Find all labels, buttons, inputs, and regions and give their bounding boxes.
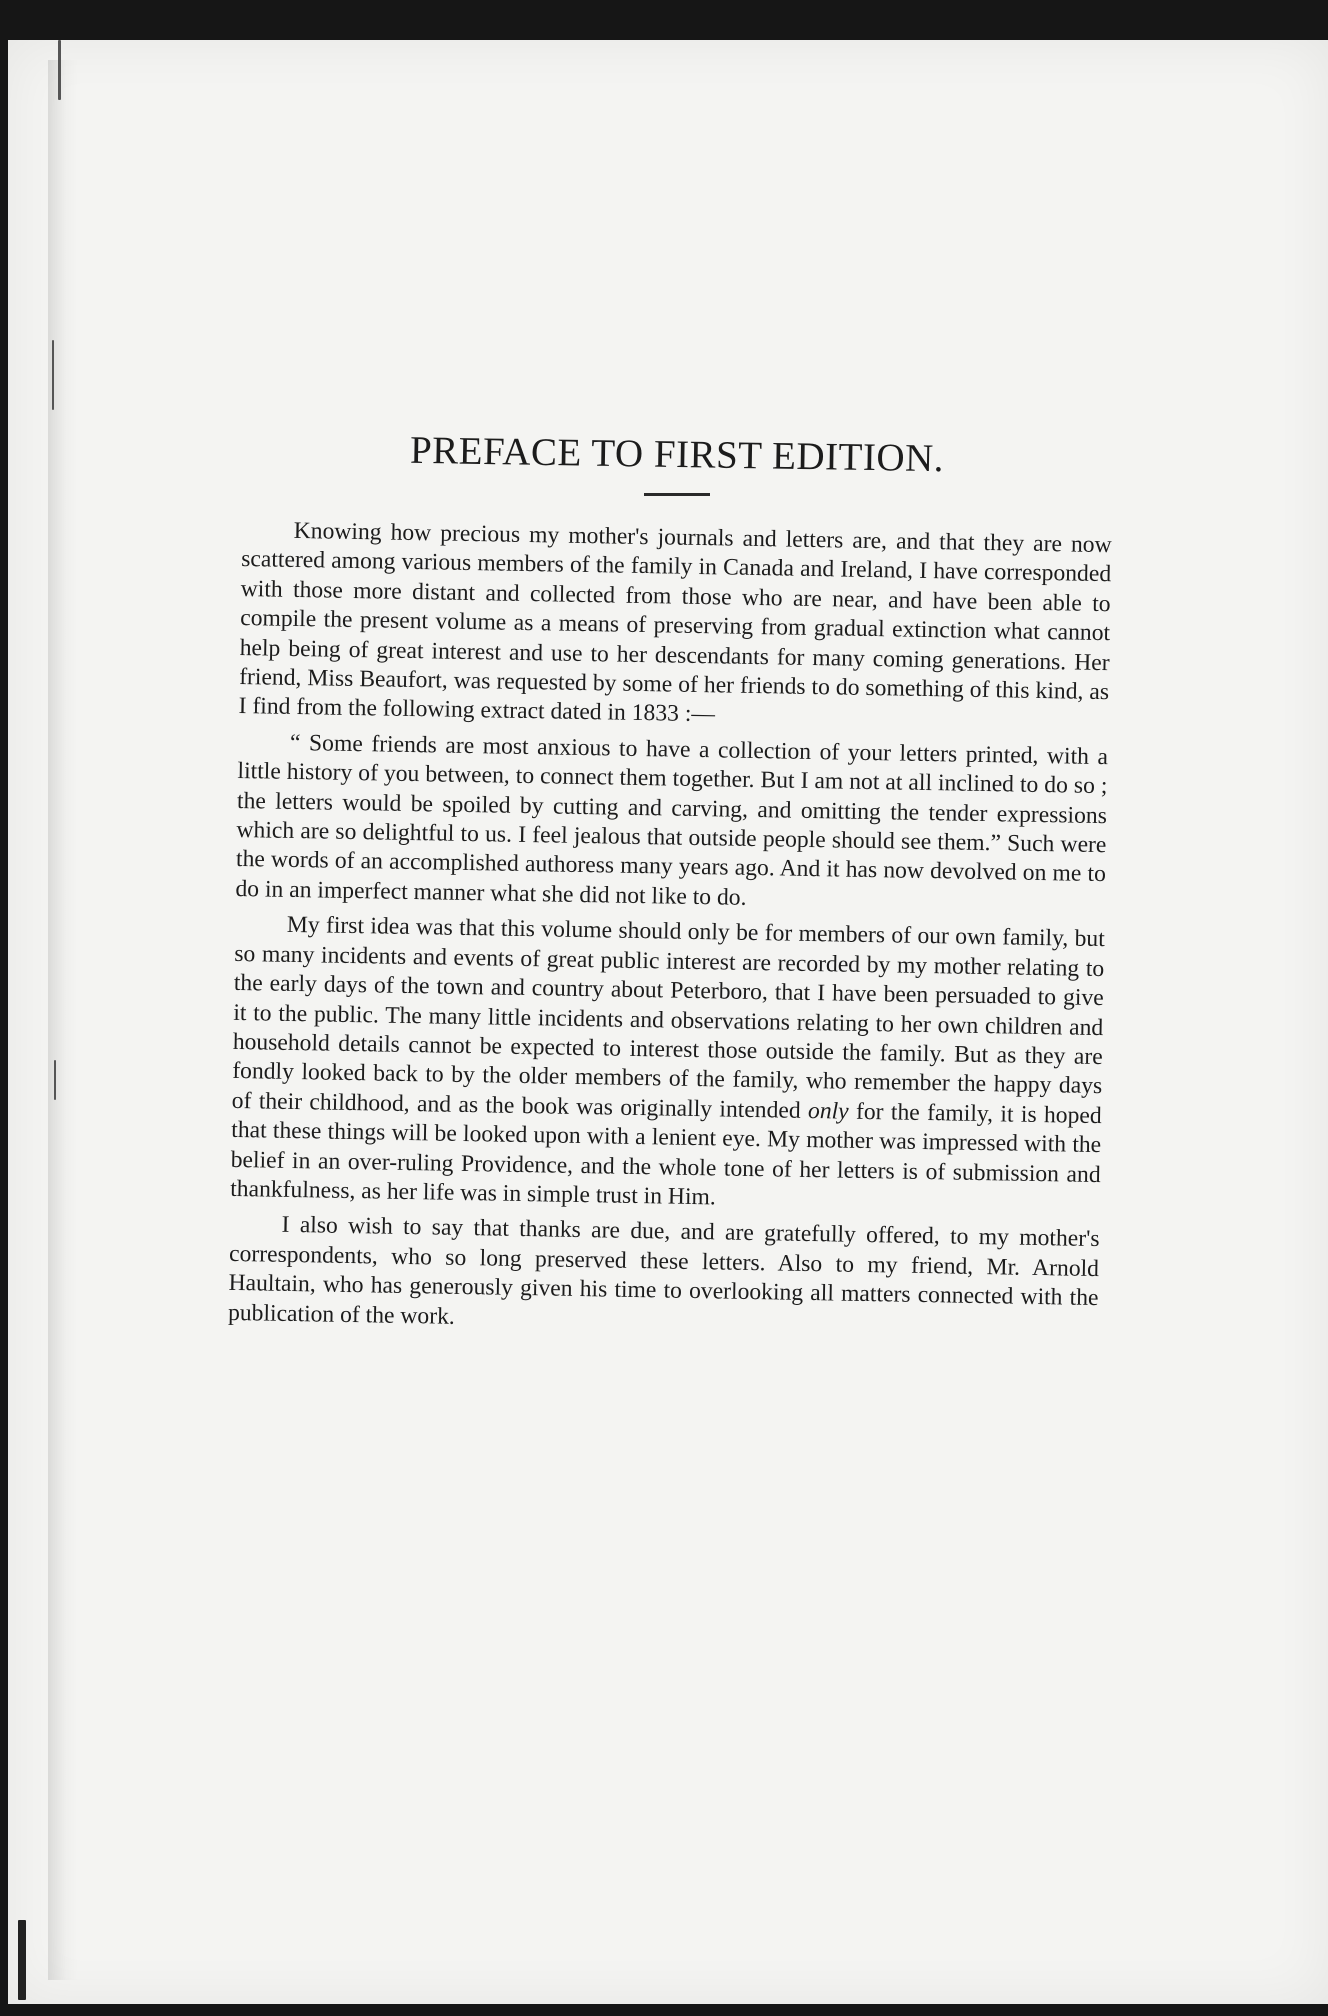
preface-content: [227, 400, 1112, 1330]
emphasized-word: only: [807, 1097, 849, 1125]
page-title: PREFACE TO FIRST EDITION.: [409, 428, 945, 481]
binding-mark: [18, 1920, 26, 2000]
paragraph-text: for the family, it is hoped that these things will be looked upon with a lenient eye. My mother was impressed with the belief in an over-ruling Providence, and the whole tone of her letters is of submission and thankfulness, as her life was in simple trust in Him.: [230, 1098, 1102, 1211]
binding-mark: [58, 40, 61, 100]
preface-body: [228, 516, 1112, 1343]
paragraph: Knowing how precious my mother's journals and letters are, and that they are now scattered among various members of the family in Canada and Ireland, I have corresponded with those more distant and collected from those who are near, and have been able to compile the present volume as a means of preserving from gradual extinction what cannot help being of great interest and use to her descendants for many coming generations. Her friend, Miss Beaufort, was requested by some of her friends to do something of this kind, as I find from the following extract dated in 1833 :—: [238, 517, 1112, 728]
paragraph: [230, 910, 1105, 1219]
title-divider: [644, 493, 710, 496]
paragraph-text: My first idea was that this volume should only be for members of our own family, but so many incidents and events of great public interest are recorded by my mother relating to the early days of the town and country about Peterboro, that I have been persuaded to give it to the public. The many little incidents and observations relating to her own children and household details cannot be expected to interest those outside the family. But as they are fondly looked back to by the older members of the family, who remember the happy days of their childhood, and as the book was originally intended: [231, 912, 1105, 1124]
paragraph: I also wish to say that thanks are due, and are gratefully offered, to my mother's correspondents, who so long preserved these letters. Also to my friend, Mr. Arnold Haultain, who has generously given his time to overlooking all matters connected with the publication of the work.: [227, 1212, 1100, 1330]
binding-mark: [54, 1060, 56, 1100]
paragraph: “ Some friends are most anxious to have a collection of your letters printed, with a little history of you between, to connect them together. But I am not at all inclined to do so ; the letters would be spoiled by cutting and carving, and omitting the tender expressions which are so delightful to us. I feel jealous that outside people should see them.” Such were the words of an accomplished authoress many years ago. And it has now devolved on me to do in an imperfect manner what she did not like to do.: [235, 729, 1109, 911]
binding-mark: [52, 340, 54, 410]
